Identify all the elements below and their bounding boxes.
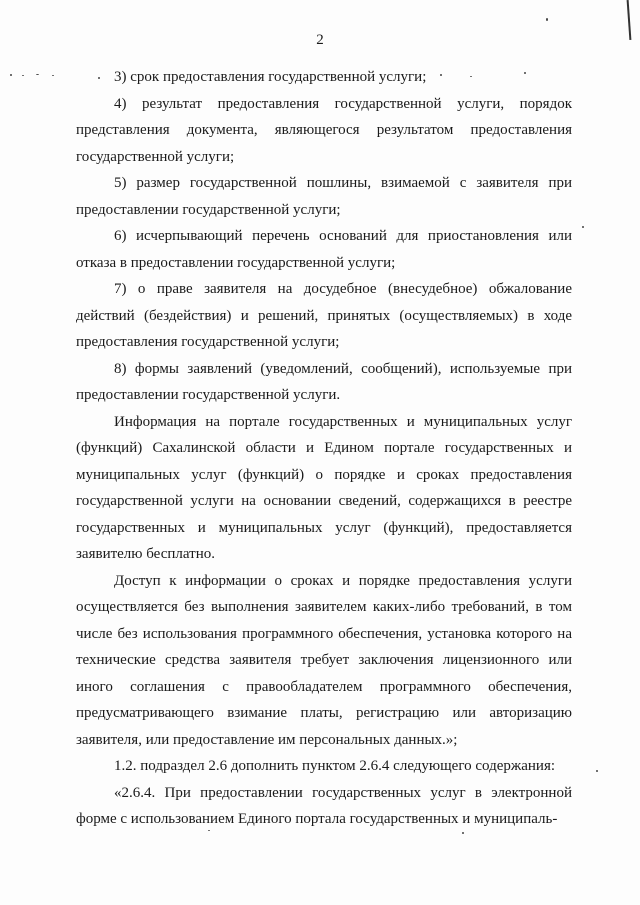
scan-speck	[596, 770, 598, 772]
scan-speck	[546, 18, 548, 21]
paragraph-amendment: 1.2. подраздел 2.6 дополнить пунктом 2.6.4 следующего содержания:	[114, 758, 556, 774]
scan-speck	[52, 75, 54, 76]
paragraph-access: Доступ к информации о сроках и порядке предоставления услуги осуществляется без выполнения заявителем каких-либо требований, в том числе без использования программного обеспечения, установка которого на технические средства заявителя требует заключения лицензионного или иного соглашения с правообладателем программного обеспечения, предусматривающего взимание платы, регистрацию или авторизацию заявителя, или предоставление им персональных данных.»;	[76, 572, 572, 748]
scan-speck	[36, 74, 39, 75]
list-item-fee: 5) размер государственной пошлины, взимаемой с заявителя при предоставлении государственной услуги;	[76, 175, 572, 218]
scan-speck	[22, 75, 24, 76]
paragraph-portal-info: Информация на портале государственных и муниципальных услуг (функций) Сахалинской области и Едином портале государственных и муниципальных услуг (функций) о порядке и сроках предоставления государственной услуги на основании сведений, содержащихся в реестре государственных и муниципальных услуг (функций), предоставляется заявителю бесплатно.	[76, 413, 572, 562]
list-item-appeal-right: 7) о праве заявителя на досудебное (внесудебное) обжалование действий (бездействия) и решений, принятых (осуществляемых) в ходе предоставления государственной услуги;	[76, 281, 572, 350]
list-item-result: 4) результат предоставления государственной услуги, порядок представления документа, являющегося результатом предоставления государственной услуги;	[76, 95, 572, 165]
paragraph-new-clause: «2.6.4. При предоставлении государственных услуг в электронной форме с использованием Единого портала государственных и муниципаль-	[76, 784, 572, 827]
scan-speck	[10, 74, 12, 76]
list-item-term: 3) срок предоставления государственной услуги;	[114, 69, 427, 85]
page-number: 2	[316, 32, 324, 48]
document-body	[76, 64, 572, 833]
scan-speck	[582, 226, 584, 228]
list-item-forms: 8) формы заявлений (уведомлений, сообщений), используемые при предоставлении государственной услуги.	[76, 360, 572, 403]
list-item-refusal-grounds: 6) исчерпывающий перечень оснований для приостановления или отказа в предоставлении государственной услуги;	[76, 228, 572, 271]
